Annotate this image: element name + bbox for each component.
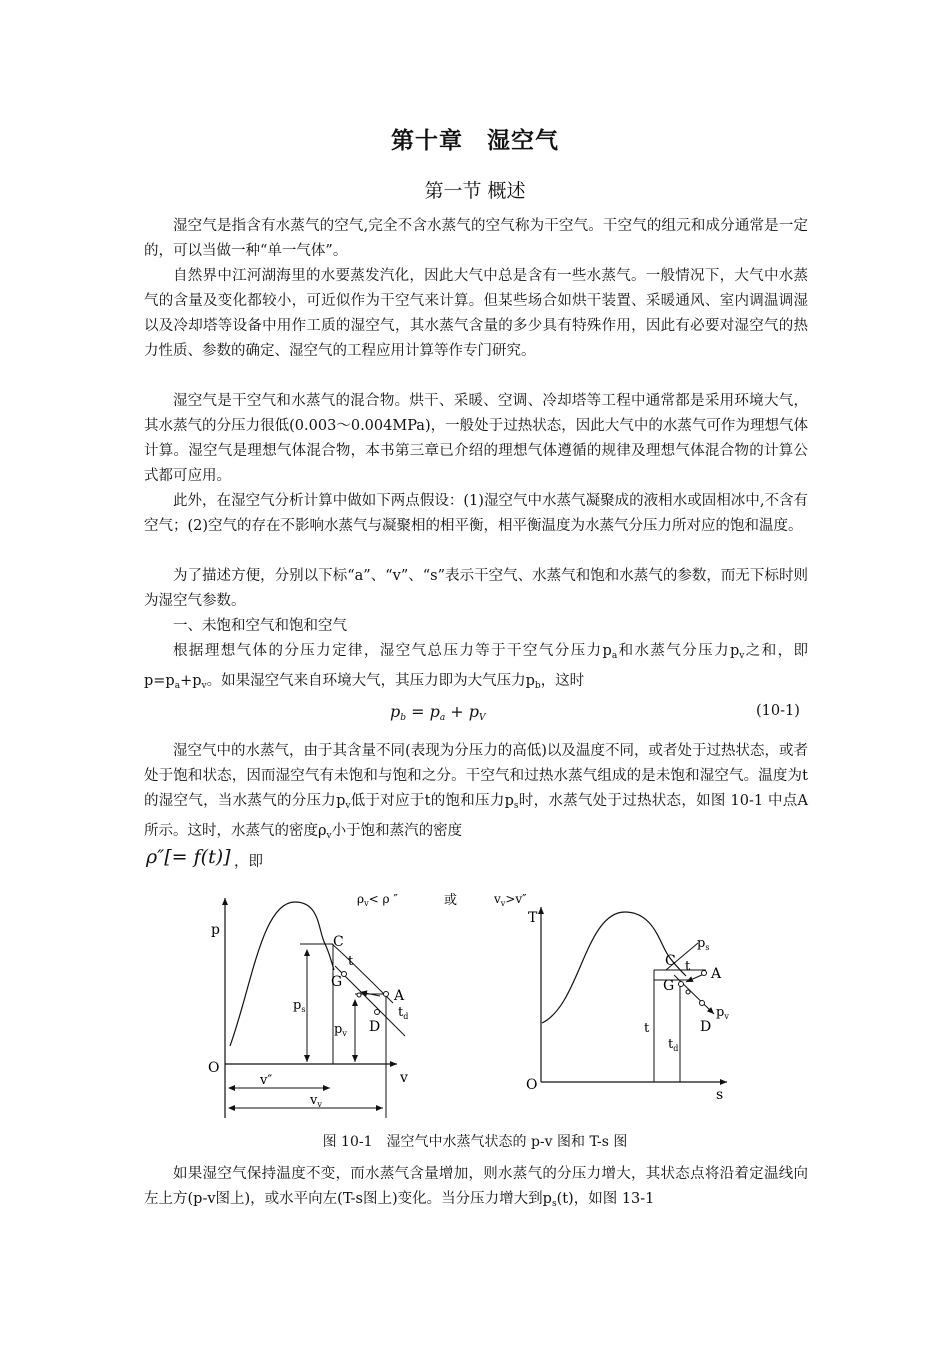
ts-point-D	[700, 1001, 705, 1006]
pv-label-t: t	[348, 954, 354, 969]
paragraph-5: 为了描述方便，分别以下标“a”、“v”、“s”表示干空气、水蒸气和饱和水蒸气的参数，而无下标时则为湿空气参数。	[144, 568, 808, 609]
ts-arrow-A	[686, 974, 704, 982]
ts-y-label: T	[528, 910, 538, 926]
equation-number: (10-1)	[756, 703, 800, 719]
paragraph-8: 如果湿空气保持温度不变，而水蒸气含量增加，则水蒸气的分压力增大，其状态点将沿着定温线向左上方(p-v图上)，或水平向左(T-s图上)变化。当分压力增大到$p_s(t)$，如图 13-1	[144, 1166, 808, 1209]
ts-label-G: G	[663, 978, 675, 994]
ts-label-A: A	[711, 966, 722, 982]
figure-caption: 图 10-1 湿空气中水蒸气状态的 p-v 图和 T-s 图	[322, 1134, 628, 1150]
ts-label-C: C	[665, 953, 676, 969]
ts-label-pv: $p_v$	[716, 1005, 729, 1021]
pv-saturation-dome	[230, 902, 334, 1046]
pv-point-mid	[357, 993, 361, 997]
paragraph-3: 湿空气是干空气和水蒸气的混合物。烘干、采暖、空调、冷却塔等工程中通常都是采用环境大气，其水蒸气的分压力很低(0.003～0.004MPa)，一般处于过热状态，因此大气中的水蒸气可作为理想气体计算。湿空气是理想气体混合物，本书第三章已介绍的理想气体遵循的规律及理想气体混合物的计算公式都可应用。	[144, 393, 808, 484]
pv-x-label: v	[400, 1070, 408, 1086]
ts-label-td: $t_d$	[668, 1037, 679, 1053]
pv-label-vv: $v_v$	[310, 1093, 322, 1109]
pv-point-D	[375, 1010, 380, 1015]
ts-point-mid	[686, 990, 690, 994]
ts-label-D: D	[700, 1019, 712, 1035]
pv-y-label: p	[211, 922, 220, 938]
equation-10-1: $p_b = p_a + p_V$	[390, 702, 486, 723]
ts-x-label: s	[716, 1087, 724, 1103]
density-expression: ρ″[= f(t)]	[146, 846, 231, 868]
relation-right: $v_v>v''$	[494, 892, 527, 908]
pv-label-td: $t_d$	[398, 1005, 409, 1021]
pv-origin: O	[208, 1060, 220, 1076]
pv-point-G	[342, 972, 347, 977]
ts-point-A	[702, 971, 707, 976]
paragraph-4: 此外，在湿空气分析计算中做如下两点假设：(1)湿空气中水蒸气凝聚成的液相水或固相冰中,不含有空气；(2)空气的存在不影响水蒸气与凝聚相的相平衡，相平衡温度为水蒸气分压力所对应的饱和温度。	[144, 493, 808, 534]
ts-label-t: t	[685, 959, 691, 974]
ts-point-G	[679, 982, 684, 987]
paragraph-2: 自然界中江河湖海里的水要蒸发汽化，因此大气中总是含有一些水蒸气。一般情况下，大气中水蒸气的含量及变化都较小，可近似作为干空气来计算。但某些场合如烘干装置、采暖通风、室内调温调湿以及冷却塔等设备中用作工质的湿空气，其水蒸气含量的多少具有特殊作用，因此有必要对湿空气的热力性质、参数的确定、湿空气的工程应用计算等作专门研究。	[144, 268, 808, 359]
ts-label-ps: $p_s$	[697, 936, 710, 952]
pv-label-G: G	[331, 974, 343, 990]
pv-label-ps: $p_s$	[293, 998, 306, 1014]
density-expression-tail: ，即	[234, 854, 263, 870]
paragraph-1: 湿空气是指含有水蒸气的空气,完全不含水蒸气的空气称为干空气。干空气的组元和成分通常是一定的，可以当做一种“单一气体”。	[144, 218, 808, 259]
subsection-heading: 一、未饱和空气和饱和空气	[173, 618, 347, 634]
relation-or: 或	[444, 893, 458, 908]
pv-label-D: D	[369, 1019, 381, 1035]
relation-left: $\rho_v< \rho$ ″	[357, 892, 398, 908]
ts-label-t-vertical: t	[644, 1021, 650, 1036]
paragraph-6: 根据理想气体的分压力定律，湿空气总压力等于干空气分压力$p_a$和水蒸气分压力$p_v$之和，即$p=p_a+p_v$。如果湿空气来自环境大气，其压力即为大气压力$p_b$，这时	[144, 643, 809, 691]
pv-point-A	[384, 992, 389, 997]
section-title: 第一节 概述	[424, 180, 526, 202]
pv-label-pv: $p_v$	[334, 1022, 347, 1038]
chapter-title: 第十章 湿空气	[391, 128, 559, 154]
ts-diagram	[526, 907, 729, 1103]
paragraph-7: 湿空气中的水蒸气，由于其含量不同(表现为分压力的高低)以及温度不同，或者处于过热状态，或者处于饱和状态，因而湿空气有未饱和与饱和之分。干空气和过热水蒸气组成的是未饱和湿空气。温度为t的湿空气，当水蒸气的分压力$p_v$低于对应于t的饱和压力$p_s$时，水蒸气处于过热状态，如图 10-1 中点A所示。这时，水蒸气的密度$\rho_v$小于饱和蒸汽的密度	[144, 743, 809, 841]
pv-label-v-double-prime: v″	[260, 1073, 273, 1088]
pv-diagram	[208, 898, 408, 1118]
ts-origin: O	[526, 1077, 538, 1093]
pv-label-A: A	[394, 988, 405, 1004]
pv-label-C: C	[333, 934, 344, 950]
